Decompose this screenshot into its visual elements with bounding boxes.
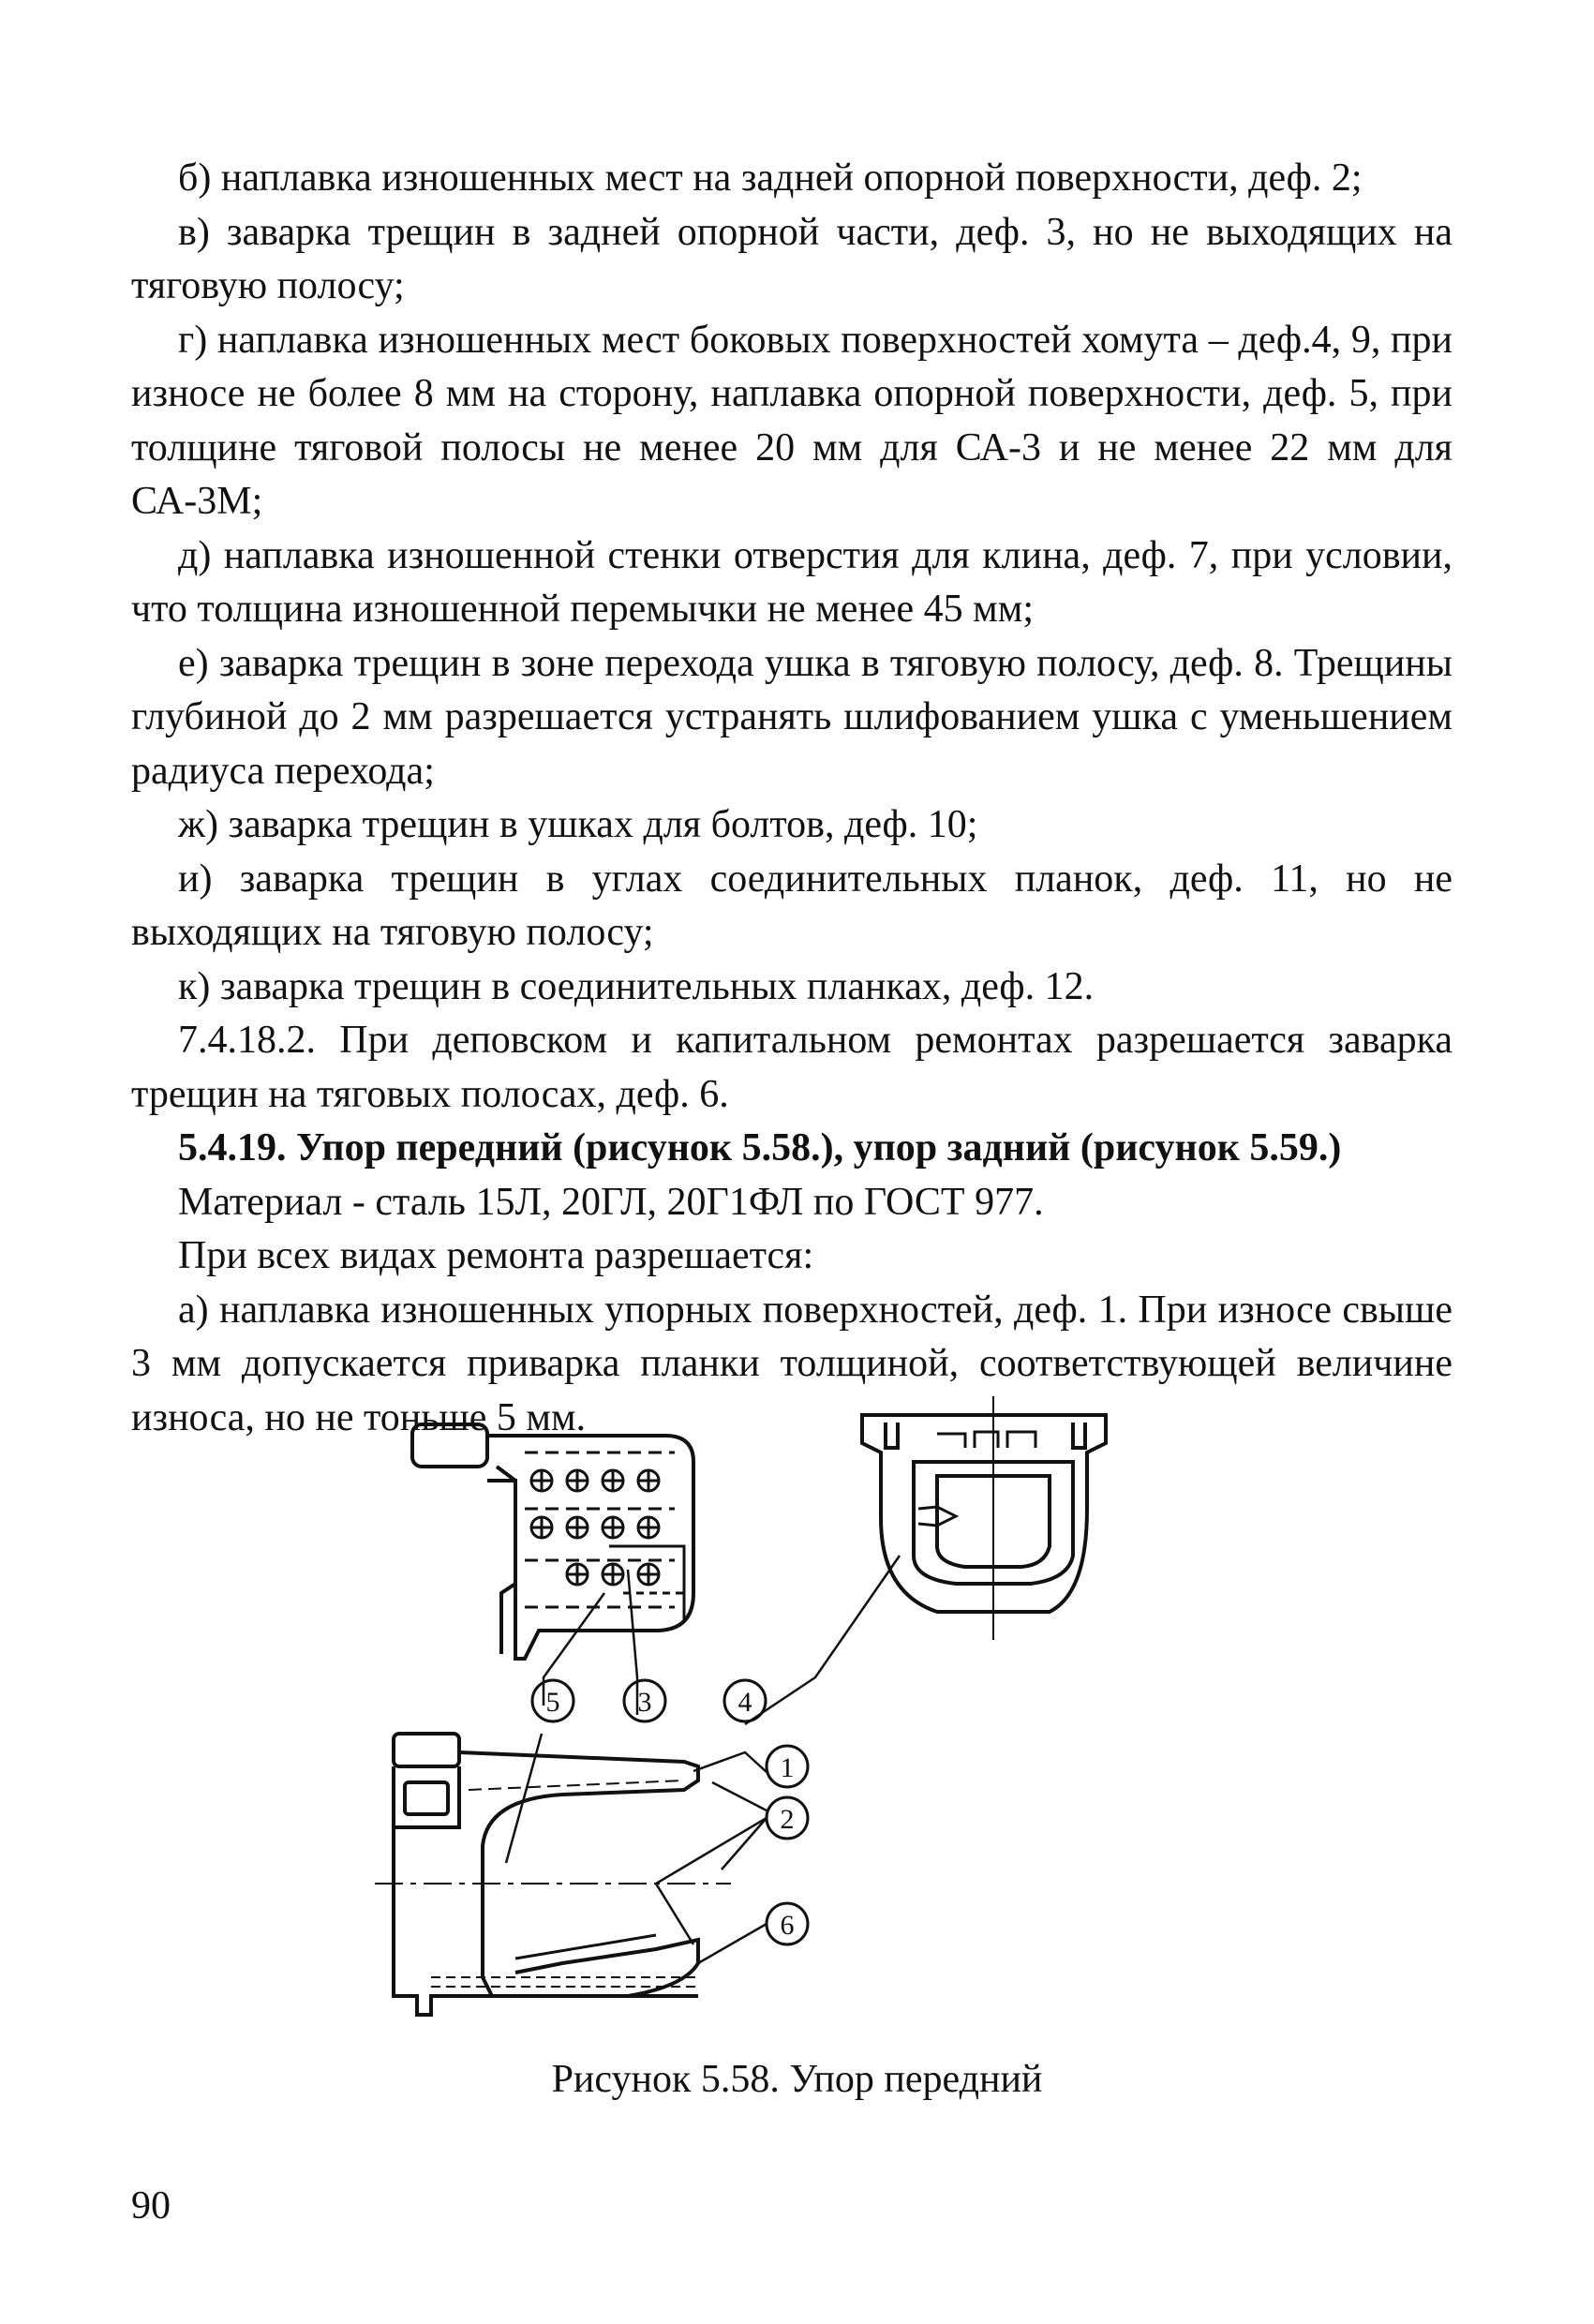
paragraph-k: к) заварка трещин в соединительных планках, деф. 12. <box>178 964 1095 1008</box>
front-stop-drawing <box>375 1396 1218 2071</box>
defect-label-1: 1 <box>780 1752 795 1783</box>
defect-label-3: 3 <box>637 1687 652 1718</box>
paragraph-g: г) наплавка изношенных мест боковых поверхностей хомута – деф.4, 9, при износе не более 8 мм на сторону, наплавка опорной поверхности, деф. 5, при толщине тяговой полосы не менее 20 мм для СА-3 и не менее 22 мм для СА-3М; <box>131 318 1452 523</box>
body-text <box>131 152 1452 1445</box>
repair-intro: При всех видах ремонта разрешается: <box>178 1234 814 1277</box>
figure-front-stop <box>375 1396 1218 2071</box>
top-right-view <box>862 1396 1106 1640</box>
defect-label-6: 6 <box>780 1910 795 1941</box>
rivet-holes <box>531 1470 659 1585</box>
leader-lines <box>506 1556 900 1963</box>
paragraph-v: в) заварка трещин в задней опорной части, деф. 3, но не выходящих на тяговую полосу; <box>131 210 1452 307</box>
page-number: 90 <box>131 2184 171 2227</box>
bottom-view <box>375 1734 731 2015</box>
paragraph-i: и) заварка трещин в углах соединительных планок, деф. 11, но не выходящих на тяговую полосу; <box>131 857 1452 954</box>
figure-caption: Рисунок 5.58. Упор передний <box>551 2058 1043 2101</box>
defect-label-5: 5 <box>545 1687 560 1718</box>
defect-label-2: 2 <box>780 1804 795 1835</box>
material-line: Материал - сталь 15Л, 20ГЛ, 20Г1ФЛ по ГОСТ 977. <box>178 1180 1044 1224</box>
paragraph-d: д) наплавка изношенной стенки отверстия для клина, деф. 7, при условии, что толщина изношенной перемычки не менее 45 мм; <box>131 533 1452 631</box>
defect-label-4: 4 <box>737 1687 752 1718</box>
paragraph-e: е) заварка трещин в зоне перехода ушка в тяговую полосу, деф. 8. Трещины глубиной до 2 мм разрешается устранять шлифованием ушка с уменьшением радиуса перехода; <box>131 641 1452 793</box>
section-heading: 5.4.19. Упор передний (рисунок 5.58.), упор задний (рисунок 5.59.) <box>178 1126 1342 1169</box>
top-left-view <box>412 1424 693 1659</box>
paragraph-7-4-18-2: 7.4.18.2. При деповском и капитальном ремонтах разрешается заварка трещин на тяговых полосах, деф. 6. <box>131 1019 1452 1116</box>
repair-item-a: а) наплавка изношенных упорных поверхностей, деф. 1. При износе свыше 3 мм допускается приварка планки толщиной, соответствующей величине износа, но не тоньше 5 мм. <box>131 1288 1452 1439</box>
paragraph-zh: ж) заварка трещин в ушках для болтов, деф. 10; <box>178 803 978 846</box>
paragraph-b: б) наплавка изношенных мест на задней опорной поверхности, деф. 2; <box>178 156 1363 200</box>
